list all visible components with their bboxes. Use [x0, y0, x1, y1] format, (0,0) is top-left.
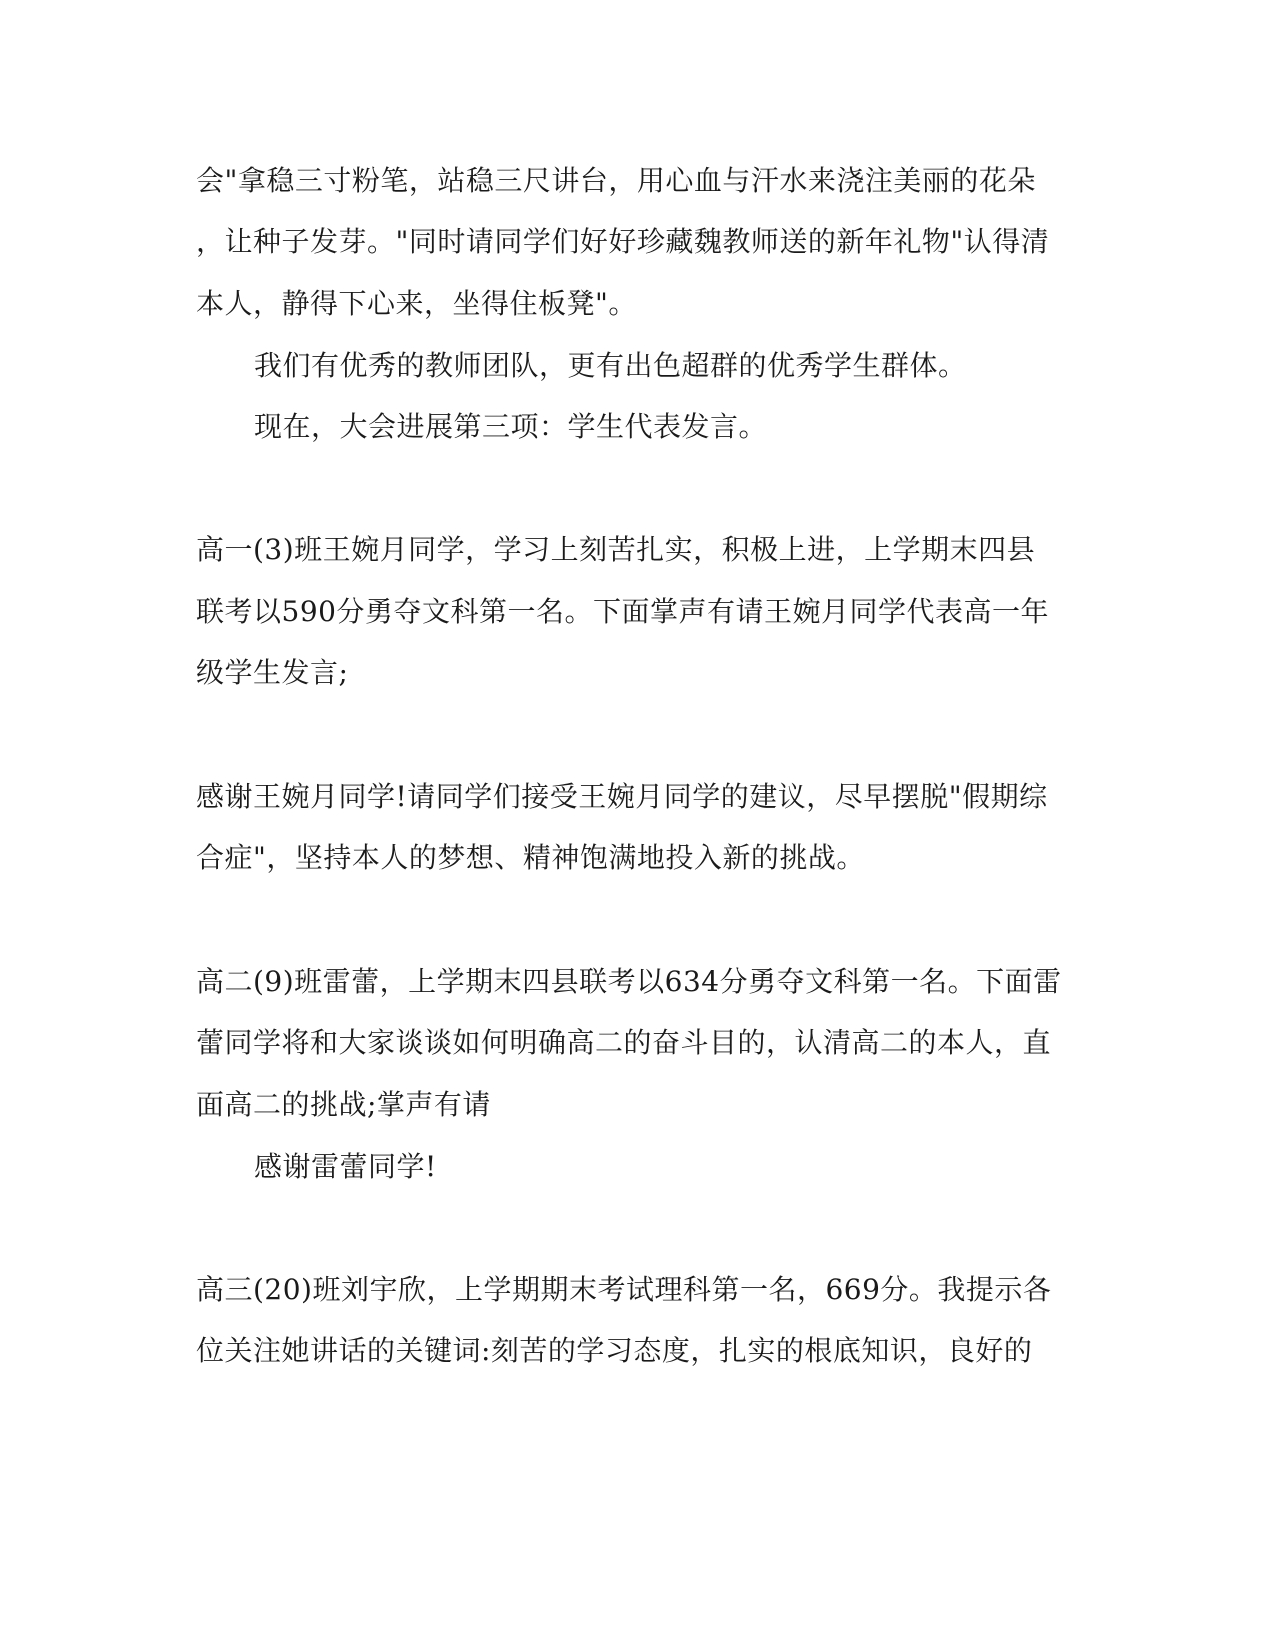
text-line: 高三(20)班刘宇欣，上学期期末考试理科第一名，669分。我提示各 [196, 1273, 1052, 1306]
text-line: 位关注她讲话的关键词:刻苦的学习态度，扎实的根底知识，良好的 [196, 1334, 1033, 1367]
text-line: 感谢雷蕾同学! [254, 1150, 437, 1183]
text-line: 会"拿稳三寸粉笔，站稳三尺讲台，用心血与汗水来浇注美丽的花朵 [196, 164, 1036, 197]
text-line: 现在，大会进展第三项：学生代表发言。 [254, 410, 768, 443]
text-line: 面高二的挑战;掌声有请 [196, 1088, 491, 1121]
text-line: 合症"，坚持本人的梦想、精神饱满地投入新的挑战。 [196, 841, 865, 874]
text-line: 蕾同学将和大家谈谈如何明确高二的奋斗目的，认清高二的本人，直 [196, 1026, 1052, 1059]
text-line: 感谢王婉月同学!请同学们接受王婉月同学的建议，尽早摆脱"假期综 [196, 780, 1048, 813]
text-line: ，让种子发芽。"同时请同学们好好珍藏魏教师送的新年礼物"认得清 [196, 225, 1050, 258]
text-line: 本人，静得下心来，坐得住板凳"。 [196, 287, 637, 320]
text-line: 我们有优秀的教师团队，更有出色超群的优秀学生群体。 [254, 349, 967, 382]
text-line: 级学生发言; [196, 656, 349, 689]
text-line: 高二(9)班雷蕾，上学期末四县联考以634分勇夺文科第一名。下面雷 [196, 965, 1062, 998]
text-line: 联考以590分勇夺文科第一名。下面掌声有请王婉月同学代表高一年 [196, 595, 1049, 628]
text-line: 高一(3)班王婉月同学，学习上刻苦扎实，积极上进，上学期末四县 [196, 533, 1036, 566]
